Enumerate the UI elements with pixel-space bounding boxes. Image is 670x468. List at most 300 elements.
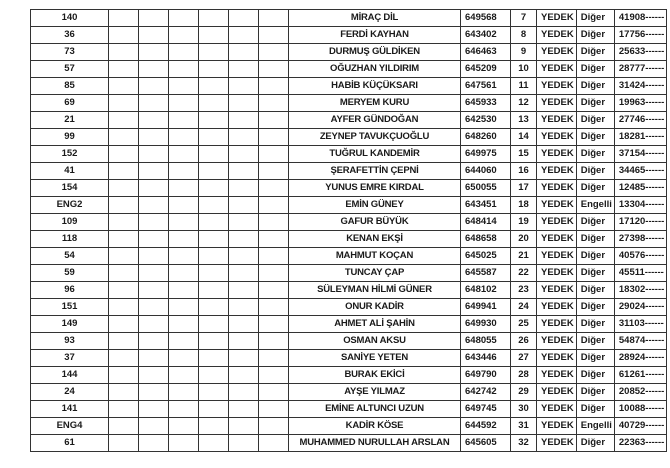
cell-name: MAHMUT KOÇAN xyxy=(289,248,461,265)
cell-empty xyxy=(199,27,229,44)
cell-id: 642530 xyxy=(461,112,511,129)
cell-empty xyxy=(139,384,169,401)
cell-empty xyxy=(139,231,169,248)
table-row xyxy=(31,333,667,350)
cell-empty xyxy=(139,282,169,299)
cell-rank: 23 xyxy=(511,282,537,299)
cell-empty xyxy=(259,350,289,367)
cell-empty xyxy=(169,95,199,112)
table-row xyxy=(31,10,667,27)
table-row xyxy=(31,44,667,61)
cell-empty xyxy=(109,401,139,418)
cell-type: Diğer xyxy=(576,367,614,384)
cell-status: YEDEK xyxy=(537,146,577,163)
cell-empty xyxy=(169,61,199,78)
cell-no: 85 xyxy=(31,78,109,95)
cell-status: YEDEK xyxy=(537,10,577,27)
cell-empty xyxy=(199,367,229,384)
cell-type: Diğer xyxy=(576,316,614,333)
cell-type: Diğer xyxy=(576,180,614,197)
cell-type: Diğer xyxy=(576,27,614,44)
cell-id: 648102 xyxy=(461,282,511,299)
cell-empty xyxy=(259,282,289,299)
cell-empty xyxy=(229,231,259,248)
cell-type: Diğer xyxy=(576,129,614,146)
cell-empty xyxy=(169,265,199,282)
table-row xyxy=(31,180,667,197)
table-row xyxy=(31,384,667,401)
cell-status: YEDEK xyxy=(537,418,577,435)
cell-empty xyxy=(169,418,199,435)
cell-no: 154 xyxy=(31,180,109,197)
cell-empty xyxy=(139,27,169,44)
cell-empty xyxy=(199,95,229,112)
cell-empty xyxy=(229,10,259,27)
cell-empty xyxy=(109,112,139,129)
cell-rank: 26 xyxy=(511,333,537,350)
cell-empty xyxy=(199,129,229,146)
cell-empty xyxy=(199,265,229,282)
cell-empty xyxy=(139,418,169,435)
cell-no: 36 xyxy=(31,27,109,44)
cell-empty xyxy=(109,333,139,350)
cell-empty xyxy=(229,401,259,418)
table-row xyxy=(31,316,667,333)
cell-status: YEDEK xyxy=(537,214,577,231)
cell-rank: 28 xyxy=(511,367,537,384)
cell-score: 17120------ xyxy=(614,214,666,231)
cell-empty xyxy=(229,350,259,367)
cell-status: YEDEK xyxy=(537,299,577,316)
cell-empty xyxy=(199,435,229,452)
cell-status: YEDEK xyxy=(537,197,577,214)
cell-score: 27398------ xyxy=(614,231,666,248)
cell-no: 73 xyxy=(31,44,109,61)
table-row xyxy=(31,197,667,214)
cell-name: OĞUZHAN YILDIRIM xyxy=(289,61,461,78)
cell-type: Diğer xyxy=(576,61,614,78)
cell-type: Diğer xyxy=(576,265,614,282)
cell-status: YEDEK xyxy=(537,435,577,452)
cell-empty xyxy=(109,384,139,401)
cell-empty xyxy=(169,231,199,248)
cell-empty xyxy=(169,44,199,61)
cell-empty xyxy=(139,333,169,350)
cell-empty xyxy=(259,316,289,333)
cell-id: 649568 xyxy=(461,10,511,27)
cell-empty xyxy=(199,214,229,231)
cell-empty xyxy=(139,367,169,384)
table-row xyxy=(31,418,667,435)
cell-id: 646463 xyxy=(461,44,511,61)
table-row xyxy=(31,27,667,44)
cell-empty xyxy=(229,163,259,180)
cell-empty xyxy=(199,146,229,163)
cell-rank: 30 xyxy=(511,401,537,418)
cell-name: TUĞRUL KANDEMİR xyxy=(289,146,461,163)
cell-empty xyxy=(169,146,199,163)
cell-status: YEDEK xyxy=(537,401,577,418)
cell-id: 642742 xyxy=(461,384,511,401)
cell-type: Diğer xyxy=(576,350,614,367)
cell-empty xyxy=(109,44,139,61)
cell-empty xyxy=(139,61,169,78)
cell-empty xyxy=(259,146,289,163)
cell-no: 144 xyxy=(31,367,109,384)
cell-empty xyxy=(229,197,259,214)
cell-name: TUNCAY ÇAP xyxy=(289,265,461,282)
cell-empty xyxy=(169,78,199,95)
cell-type: Engelli xyxy=(576,197,614,214)
cell-score: 54874------ xyxy=(614,333,666,350)
cell-name: DURMUŞ GÜLDİKEN xyxy=(289,44,461,61)
cell-empty xyxy=(259,435,289,452)
cell-type: Diğer xyxy=(576,214,614,231)
cell-name: YUNUS EMRE KIRDAL xyxy=(289,180,461,197)
cell-empty xyxy=(169,112,199,129)
cell-empty xyxy=(199,112,229,129)
cell-empty xyxy=(229,129,259,146)
cell-no: 61 xyxy=(31,435,109,452)
cell-score: 31424------ xyxy=(614,78,666,95)
table-row xyxy=(31,265,667,282)
cell-empty xyxy=(199,78,229,95)
cell-no: 149 xyxy=(31,316,109,333)
cell-empty xyxy=(109,197,139,214)
cell-type: Diğer xyxy=(576,299,614,316)
cell-empty xyxy=(109,265,139,282)
cell-empty xyxy=(259,231,289,248)
cell-score: 12485------ xyxy=(614,180,666,197)
cell-name: MERYEM KURU xyxy=(289,95,461,112)
cell-empty xyxy=(199,231,229,248)
cell-id: 645025 xyxy=(461,248,511,265)
cell-rank: 22 xyxy=(511,265,537,282)
cell-type: Diğer xyxy=(576,10,614,27)
cell-type: Diğer xyxy=(576,435,614,452)
cell-empty xyxy=(109,299,139,316)
cell-name: EMİN GÜNEY xyxy=(289,197,461,214)
cell-empty xyxy=(139,95,169,112)
cell-type: Diğer xyxy=(576,78,614,95)
cell-no: 37 xyxy=(31,350,109,367)
cell-name: KADİR KÖSE xyxy=(289,418,461,435)
cell-type: Diğer xyxy=(576,44,614,61)
cell-id: 645933 xyxy=(461,95,511,112)
cell-empty xyxy=(139,299,169,316)
cell-name: OSMAN AKSU xyxy=(289,333,461,350)
cell-score: 31103------ xyxy=(614,316,666,333)
cell-id: 649790 xyxy=(461,367,511,384)
cell-id: 644060 xyxy=(461,163,511,180)
cell-empty xyxy=(229,44,259,61)
cell-name: GAFUR BÜYÜK xyxy=(289,214,461,231)
cell-empty xyxy=(199,282,229,299)
cell-rank: 25 xyxy=(511,316,537,333)
cell-empty xyxy=(139,129,169,146)
cell-no: 99 xyxy=(31,129,109,146)
cell-rank: 13 xyxy=(511,112,537,129)
cell-empty xyxy=(229,333,259,350)
cell-score: 28777------ xyxy=(614,61,666,78)
cell-rank: 11 xyxy=(511,78,537,95)
cell-empty xyxy=(139,435,169,452)
table-row xyxy=(31,78,667,95)
cell-empty xyxy=(139,197,169,214)
cell-id: 648260 xyxy=(461,129,511,146)
table-row xyxy=(31,248,667,265)
cell-name: KENAN EKŞİ xyxy=(289,231,461,248)
cell-id: 643446 xyxy=(461,350,511,367)
cell-score: 40576------ xyxy=(614,248,666,265)
cell-status: YEDEK xyxy=(537,27,577,44)
cell-empty xyxy=(199,10,229,27)
cell-empty xyxy=(199,61,229,78)
cell-type: Diğer xyxy=(576,112,614,129)
cell-empty xyxy=(139,146,169,163)
cell-status: YEDEK xyxy=(537,282,577,299)
results-table xyxy=(30,9,667,452)
cell-rank: 29 xyxy=(511,384,537,401)
cell-name: ZEYNEP TAVUKÇUOĞLU xyxy=(289,129,461,146)
cell-type: Diğer xyxy=(576,248,614,265)
cell-rank: 31 xyxy=(511,418,537,435)
cell-empty xyxy=(229,180,259,197)
table-row xyxy=(31,61,667,78)
cell-empty xyxy=(109,163,139,180)
cell-type: Diğer xyxy=(576,401,614,418)
cell-empty xyxy=(169,27,199,44)
cell-no: 54 xyxy=(31,248,109,265)
cell-id: 643451 xyxy=(461,197,511,214)
cell-empty xyxy=(259,163,289,180)
cell-empty xyxy=(139,78,169,95)
cell-status: YEDEK xyxy=(537,78,577,95)
table-row xyxy=(31,163,667,180)
cell-empty xyxy=(109,10,139,27)
cell-empty xyxy=(199,316,229,333)
cell-empty xyxy=(139,401,169,418)
cell-type: Diğer xyxy=(576,333,614,350)
cell-empty xyxy=(259,265,289,282)
table-row xyxy=(31,401,667,418)
table-row xyxy=(31,146,667,163)
cell-status: YEDEK xyxy=(537,163,577,180)
cell-rank: 16 xyxy=(511,163,537,180)
cell-score: 41908------ xyxy=(614,10,666,27)
cell-type: Diğer xyxy=(576,384,614,401)
cell-score: 13304------ xyxy=(614,197,666,214)
cell-empty xyxy=(259,27,289,44)
cell-id: 645587 xyxy=(461,265,511,282)
cell-rank: 12 xyxy=(511,95,537,112)
table-row xyxy=(31,214,667,231)
cell-empty xyxy=(169,197,199,214)
cell-id: 648414 xyxy=(461,214,511,231)
cell-empty xyxy=(259,299,289,316)
cell-empty xyxy=(259,112,289,129)
cell-type: Diğer xyxy=(576,146,614,163)
cell-type: Diğer xyxy=(576,282,614,299)
cell-no: ENG4 xyxy=(31,418,109,435)
cell-empty xyxy=(169,282,199,299)
cell-id: 648055 xyxy=(461,333,511,350)
cell-empty xyxy=(229,61,259,78)
cell-type: Diğer xyxy=(576,231,614,248)
cell-empty xyxy=(259,44,289,61)
cell-status: YEDEK xyxy=(537,231,577,248)
cell-name: FERDİ KAYHAN xyxy=(289,27,461,44)
cell-score: 10088------ xyxy=(614,401,666,418)
cell-score: 28924------ xyxy=(614,350,666,367)
cell-type: Diğer xyxy=(576,95,614,112)
cell-no: ENG2 xyxy=(31,197,109,214)
cell-empty xyxy=(229,282,259,299)
cell-name: EMİNE ALTUNCI UZUN xyxy=(289,401,461,418)
cell-empty xyxy=(169,333,199,350)
cell-empty xyxy=(199,44,229,61)
cell-empty xyxy=(109,435,139,452)
cell-empty xyxy=(109,316,139,333)
table-row xyxy=(31,367,667,384)
cell-rank: 32 xyxy=(511,435,537,452)
cell-empty xyxy=(169,350,199,367)
cell-empty xyxy=(109,248,139,265)
cell-empty xyxy=(109,146,139,163)
cell-empty xyxy=(139,163,169,180)
cell-score: 61261------ xyxy=(614,367,666,384)
cell-empty xyxy=(109,231,139,248)
cell-rank: 14 xyxy=(511,129,537,146)
cell-empty xyxy=(169,214,199,231)
cell-empty xyxy=(199,350,229,367)
cell-empty xyxy=(139,44,169,61)
cell-status: YEDEK xyxy=(537,350,577,367)
cell-empty xyxy=(199,418,229,435)
cell-empty xyxy=(109,78,139,95)
table-row xyxy=(31,299,667,316)
cell-id: 648658 xyxy=(461,231,511,248)
cell-empty xyxy=(259,401,289,418)
cell-empty xyxy=(259,197,289,214)
cell-empty xyxy=(229,214,259,231)
cell-empty xyxy=(199,197,229,214)
cell-rank: 8 xyxy=(511,27,537,44)
cell-empty xyxy=(229,95,259,112)
cell-score: 20852------ xyxy=(614,384,666,401)
cell-empty xyxy=(229,27,259,44)
cell-no: 59 xyxy=(31,265,109,282)
cell-score: 37154------ xyxy=(614,146,666,163)
cell-status: YEDEK xyxy=(537,112,577,129)
cell-id: 645209 xyxy=(461,61,511,78)
cell-empty xyxy=(169,316,199,333)
cell-score: 34465------ xyxy=(614,163,666,180)
cell-name: MUHAMMED NURULLAH ARSLAN xyxy=(289,435,461,452)
cell-empty xyxy=(259,384,289,401)
cell-id: 649941 xyxy=(461,299,511,316)
cell-empty xyxy=(259,367,289,384)
cell-name: BURAK EKİCİ xyxy=(289,367,461,384)
cell-status: YEDEK xyxy=(537,248,577,265)
cell-empty xyxy=(229,418,259,435)
cell-empty xyxy=(109,129,139,146)
cell-empty xyxy=(259,180,289,197)
cell-empty xyxy=(109,27,139,44)
cell-rank: 17 xyxy=(511,180,537,197)
cell-score: 27746------ xyxy=(614,112,666,129)
table-row xyxy=(31,231,667,248)
cell-empty xyxy=(139,316,169,333)
cell-no: 24 xyxy=(31,384,109,401)
cell-name: HABİB KÜÇÜKSARI xyxy=(289,78,461,95)
cell-no: 141 xyxy=(31,401,109,418)
cell-empty xyxy=(109,418,139,435)
cell-status: YEDEK xyxy=(537,129,577,146)
cell-status: YEDEK xyxy=(537,384,577,401)
cell-empty xyxy=(199,384,229,401)
cell-status: YEDEK xyxy=(537,61,577,78)
cell-empty xyxy=(259,95,289,112)
cell-status: YEDEK xyxy=(537,95,577,112)
cell-name: ŞERAFETTİN ÇEPNİ xyxy=(289,163,461,180)
cell-score: 19963------ xyxy=(614,95,666,112)
cell-empty xyxy=(169,180,199,197)
cell-id: 649975 xyxy=(461,146,511,163)
cell-score: 22363------ xyxy=(614,435,666,452)
table-row xyxy=(31,435,667,452)
table-row xyxy=(31,95,667,112)
cell-empty xyxy=(229,78,259,95)
cell-no: 151 xyxy=(31,299,109,316)
cell-no: 140 xyxy=(31,10,109,27)
cell-no: 109 xyxy=(31,214,109,231)
cell-empty xyxy=(199,163,229,180)
cell-empty xyxy=(169,129,199,146)
cell-score: 18302------ xyxy=(614,282,666,299)
cell-no: 152 xyxy=(31,146,109,163)
cell-no: 21 xyxy=(31,112,109,129)
cell-empty xyxy=(139,350,169,367)
cell-rank: 19 xyxy=(511,214,537,231)
cell-empty xyxy=(229,367,259,384)
cell-empty xyxy=(139,112,169,129)
cell-empty xyxy=(109,214,139,231)
cell-name: SANİYE YETEN xyxy=(289,350,461,367)
cell-status: YEDEK xyxy=(537,265,577,282)
cell-type: Diğer xyxy=(576,163,614,180)
cell-empty xyxy=(229,248,259,265)
cell-status: YEDEK xyxy=(537,180,577,197)
cell-empty xyxy=(109,282,139,299)
cell-empty xyxy=(259,10,289,27)
cell-name: AHMET ALİ ŞAHİN xyxy=(289,316,461,333)
cell-no: 93 xyxy=(31,333,109,350)
cell-id: 644592 xyxy=(461,418,511,435)
cell-empty xyxy=(109,350,139,367)
cell-empty xyxy=(229,384,259,401)
cell-empty xyxy=(259,78,289,95)
cell-no: 118 xyxy=(31,231,109,248)
cell-rank: 21 xyxy=(511,248,537,265)
cell-name: AYŞE YILMAZ xyxy=(289,384,461,401)
cell-score: 25633------ xyxy=(614,44,666,61)
cell-status: YEDEK xyxy=(537,316,577,333)
cell-no: 57 xyxy=(31,61,109,78)
cell-name: ONUR KADİR xyxy=(289,299,461,316)
cell-status: YEDEK xyxy=(537,367,577,384)
cell-empty xyxy=(139,248,169,265)
